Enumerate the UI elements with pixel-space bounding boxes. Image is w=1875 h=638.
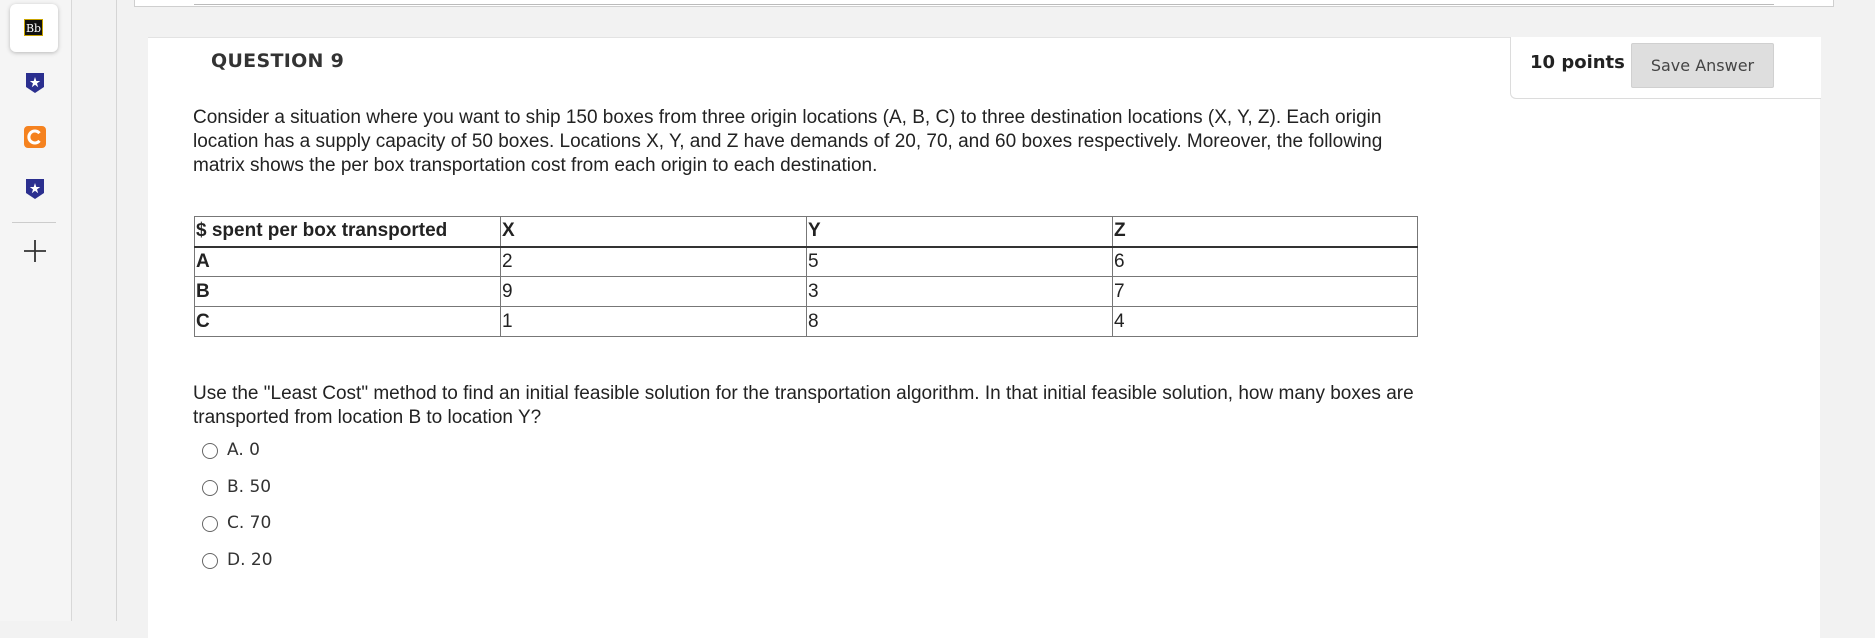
question-prompt: Consider a situation where you want to ship 150 boxes from three origin locations (A, B, C) to three destination locations (X, Y, Z). Each origin location has a supply capacity of 50 boxes. Locations X, Y, and Z have demands of 20, 70, and 60 boxes respectively. Moreover, the following matrix shows the per box transportation cost from each origin to each destination. xyxy=(193,107,1383,176)
c-app-icon[interactable] xyxy=(23,125,47,149)
answer-option[interactable] xyxy=(202,511,273,548)
cost-matrix-table xyxy=(194,216,1418,337)
table-cell: B xyxy=(195,277,501,307)
radio-button[interactable] xyxy=(202,553,218,569)
save-answer-button[interactable]: Save Answer xyxy=(1631,43,1774,88)
radio-button[interactable] xyxy=(202,480,218,496)
blackboard-app-button[interactable] xyxy=(10,4,58,52)
table-cell: 1 xyxy=(501,307,807,337)
table-cell: 9 xyxy=(501,277,807,307)
table-header-row xyxy=(195,217,1418,247)
content-rail xyxy=(116,0,117,621)
table-header-cell: Z xyxy=(1113,217,1418,247)
dock-divider xyxy=(12,222,56,223)
answer-option-label[interactable]: C. 70 xyxy=(227,513,272,533)
table-row xyxy=(195,277,1418,307)
table-header-cell: Y xyxy=(807,217,1113,247)
answer-option-label[interactable]: B. 50 xyxy=(227,476,272,497)
answer-option[interactable] xyxy=(202,438,273,475)
table-cell: 6 xyxy=(1113,247,1418,277)
star-shield-icon[interactable] xyxy=(23,177,47,201)
table-cell: 4 xyxy=(1113,307,1418,337)
question-instruction: Use the "Least Cost" method to find an initial feasible solution for the transportation algorithm. In that initial feasible solution, how many boxes are transported from location B to location Y? xyxy=(193,383,1414,428)
table-header-cell: X xyxy=(501,217,807,247)
table-cell: 3 xyxy=(807,277,1113,307)
answer-option[interactable] xyxy=(202,548,273,585)
answer-option[interactable] xyxy=(202,475,273,512)
answer-options xyxy=(202,438,273,584)
table-row xyxy=(195,307,1418,337)
radio-button[interactable] xyxy=(202,443,218,459)
question-points: 10 points xyxy=(1530,52,1625,73)
table-cell: 7 xyxy=(1113,277,1418,307)
answer-option-label[interactable]: A. 0 xyxy=(227,440,260,460)
table-header-cell: $ spent per box transported xyxy=(195,217,501,247)
table-cell: 5 xyxy=(807,247,1113,277)
answer-option-label[interactable]: D. 20 xyxy=(227,549,273,570)
table-row xyxy=(195,247,1418,277)
star-shield-icon[interactable] xyxy=(23,71,47,95)
table-cell: C xyxy=(195,307,501,337)
table-cell: 8 xyxy=(807,307,1113,337)
table-cell: A xyxy=(195,247,501,277)
radio-button[interactable] xyxy=(202,516,218,532)
blackboard-app-icon: Bb xyxy=(24,19,43,36)
plus-icon[interactable] xyxy=(22,238,48,264)
app-dock xyxy=(0,0,72,621)
table-cell: 2 xyxy=(501,247,807,277)
divider xyxy=(194,4,1774,5)
question-title: QUESTION 9 xyxy=(211,50,345,72)
